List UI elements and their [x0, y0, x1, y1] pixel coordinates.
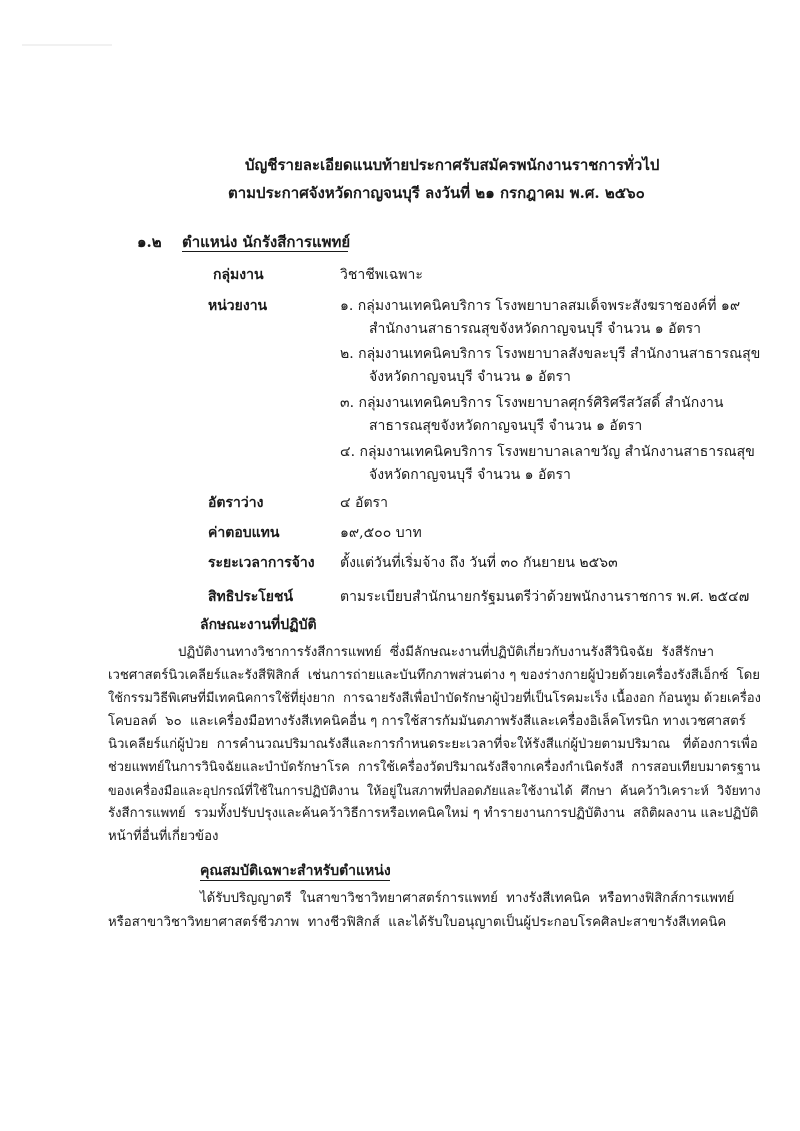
- duties-heading: ลักษณะงานที่ปฏิบัติ: [200, 617, 317, 633]
- unit-item-2-line-1: ๒. กลุ่มงานเทคนิคบริการ โรงพยาบาลสังขละบุรี สำนักงานสาธารณสุข: [340, 346, 761, 362]
- scan-artifact: [22, 44, 112, 46]
- employment-term-label: ระยะเวลาการจ้าง: [208, 555, 315, 571]
- unit-item-4-line-2: จังหวัดกาญจนบุรี จำนวน ๑ อัตรา: [369, 467, 571, 483]
- position-title: ตำแหน่ง นักรังสีการแพทย์: [182, 233, 351, 251]
- salary-label: ค่าตอบแทน: [208, 525, 280, 541]
- position-title-underline: [182, 251, 348, 252]
- group-value: วิชาชีพเฉพาะ: [340, 267, 423, 283]
- duties-line: ของเครื่องมือและอุปกรณ์ที่ใช้ในการปฏิบัติงาน ให้อยู่ในสภาพที่ปลอดภัยและใช้งานได้ ศึกษา ค้นคว้าวิเคราะห์ วิจัยทาง: [108, 783, 761, 798]
- duties-line: รังสีการแพทย์ รวมทั้งปรับปรุงและค้นคว้าวิธีการหรือเทคนิคใหม่ ๆ ทำรายงานการปฏิบัติงาน สถิติผลงาน และปฏิบัติ: [108, 806, 759, 821]
- duties-line: โคบอลต์ ๖๐ และเครื่องมือทางรังสีเทคนิคอื่น ๆ การใช้สารกัมมันตภาพรังสีและเครื่องอิเล็คโทรนิก ทางเวชศาสตร์: [108, 714, 746, 729]
- duties-line: เวชศาสตร์นิวเคลียร์และรังสีฟิสิกส์ เช่นการถ่ายและบันทึกภาพส่วนต่าง ๆ ของร่างกายผู้ป่วยด้วยเครื่องรังสีเอ็กซ์ โดย: [108, 668, 760, 683]
- employment-term-value: ตั้งแต่วันที่เริ่มจ้าง ถึง วันที่ ๓๐ กันยายน ๒๕๖๓: [340, 555, 618, 571]
- qualifications-heading: คุณสมบัติเฉพาะสำหรับตำแหน่ง: [200, 863, 391, 879]
- document-title: บัญชีรายละเอียดแนบท้ายประกาศรับสมัครพนักงานราชการทั่วไป: [245, 156, 660, 174]
- unit-item-1-line-1: ๑. กลุ่มงานเทคนิคบริการ โรงพยาบาลสมเด็จพระสังฆราชองค์ที่ ๑๙: [340, 298, 741, 314]
- duties-line: ปฏิบัติงานทางวิชาการรังสีการแพทย์ ซึ่งมีลักษณะงานที่ปฏิบัติเกี่ยวกับงานรังสีวินิจฉัย รังสีรักษา: [178, 645, 715, 660]
- benefit-label: สิทธิประโยชน์: [208, 589, 294, 605]
- salary-value: ๑๙,๕๐๐ บาท: [340, 525, 422, 541]
- group-label: กลุ่มงาน: [213, 267, 264, 283]
- qualifications-line: หรือสาขาวิชาวิทยาศาสตร์ชีวภาพ ทางชีวฟิสิกส์ และได้รับใบอนุญาตเป็นผู้ประกอบโรคศิลปะสาขารังสีเทคนิค: [108, 915, 727, 930]
- unit-item-3-line-2: สาธารณสุขจังหวัดกาญจนบุรี จำนวน ๑ อัตรา: [369, 418, 643, 434]
- unit-item-3-line-1: ๓. กลุ่มงานเทคนิคบริการ โรงพยาบาลศุกร์ศิริศรีสวัสดิ์ สำนักงาน: [340, 395, 724, 411]
- qualifications-heading-underline: [200, 880, 390, 881]
- vacancy-value: ๔ อัตรา: [340, 495, 388, 511]
- unit-label: หน่วยงาน: [208, 298, 268, 314]
- duties-line: หน้าที่อื่นที่เกี่ยวข้อง: [108, 829, 219, 844]
- unit-item-4-line-1: ๔. กลุ่มงานเทคนิคบริการ โรงพยาบาลเลาขวัญ สำนักงานสาธารณสุข: [340, 444, 755, 460]
- document-subtitle: ตามประกาศจังหวัดกาญจนบุรี ลงวันที่ ๒๑ กรกฎาคม พ.ศ. ๒๕๖๐: [228, 184, 645, 202]
- vacancy-label: อัตราว่าง: [208, 495, 264, 511]
- duties-line: นิวเคลียร์แก่ผู้ป่วย การคำนวณปริมาณรังสีและการกำหนดระยะเวลาที่จะให้รังสีแก่ผู้ป่วยตามปริมาณ ที่ต้องการเพื่อ: [108, 737, 758, 752]
- unit-item-1-line-2: สำนักงานสาธารณสุขจังหวัดกาญจนบุรี จำนวน ๑ อัตรา: [369, 321, 702, 337]
- position-number: ๑.๒: [137, 233, 162, 251]
- duties-line: ใช้กรรมวิธีพิเศษที่มีเทคนิคการใช้ที่ยุ่งยาก การฉายรังสีเพื่อบำบัดรักษาผู้ป่วยที่เป็นโรคมะเร็ง เนื้องอก ก้อนทูม ด้วยเครื่อง: [108, 691, 761, 706]
- duties-line: ช่วยแพทย์ในการวินิจฉัยและบำบัดรักษาโรค การใช้เครื่องวัดปริมาณรังสีจากเครื่องกำเนิดรังสี การสอบเทียบมาตรฐาน: [108, 760, 761, 775]
- unit-item-2-line-2: จังหวัดกาญจนบุรี จำนวน ๑ อัตรา: [369, 369, 571, 385]
- benefit-value: ตามระเบียบสำนักนายกรัฐมนตรีว่าด้วยพนักงานราชการ พ.ศ. ๒๕๔๗: [340, 589, 750, 605]
- qualifications-line: ได้รับปริญญาตรี ในสาขาวิชาวิทยาศาสตร์การแพทย์ ทางรังสีเทคนิค หรือทางฟิสิกส์การแพทย์: [200, 891, 735, 906]
